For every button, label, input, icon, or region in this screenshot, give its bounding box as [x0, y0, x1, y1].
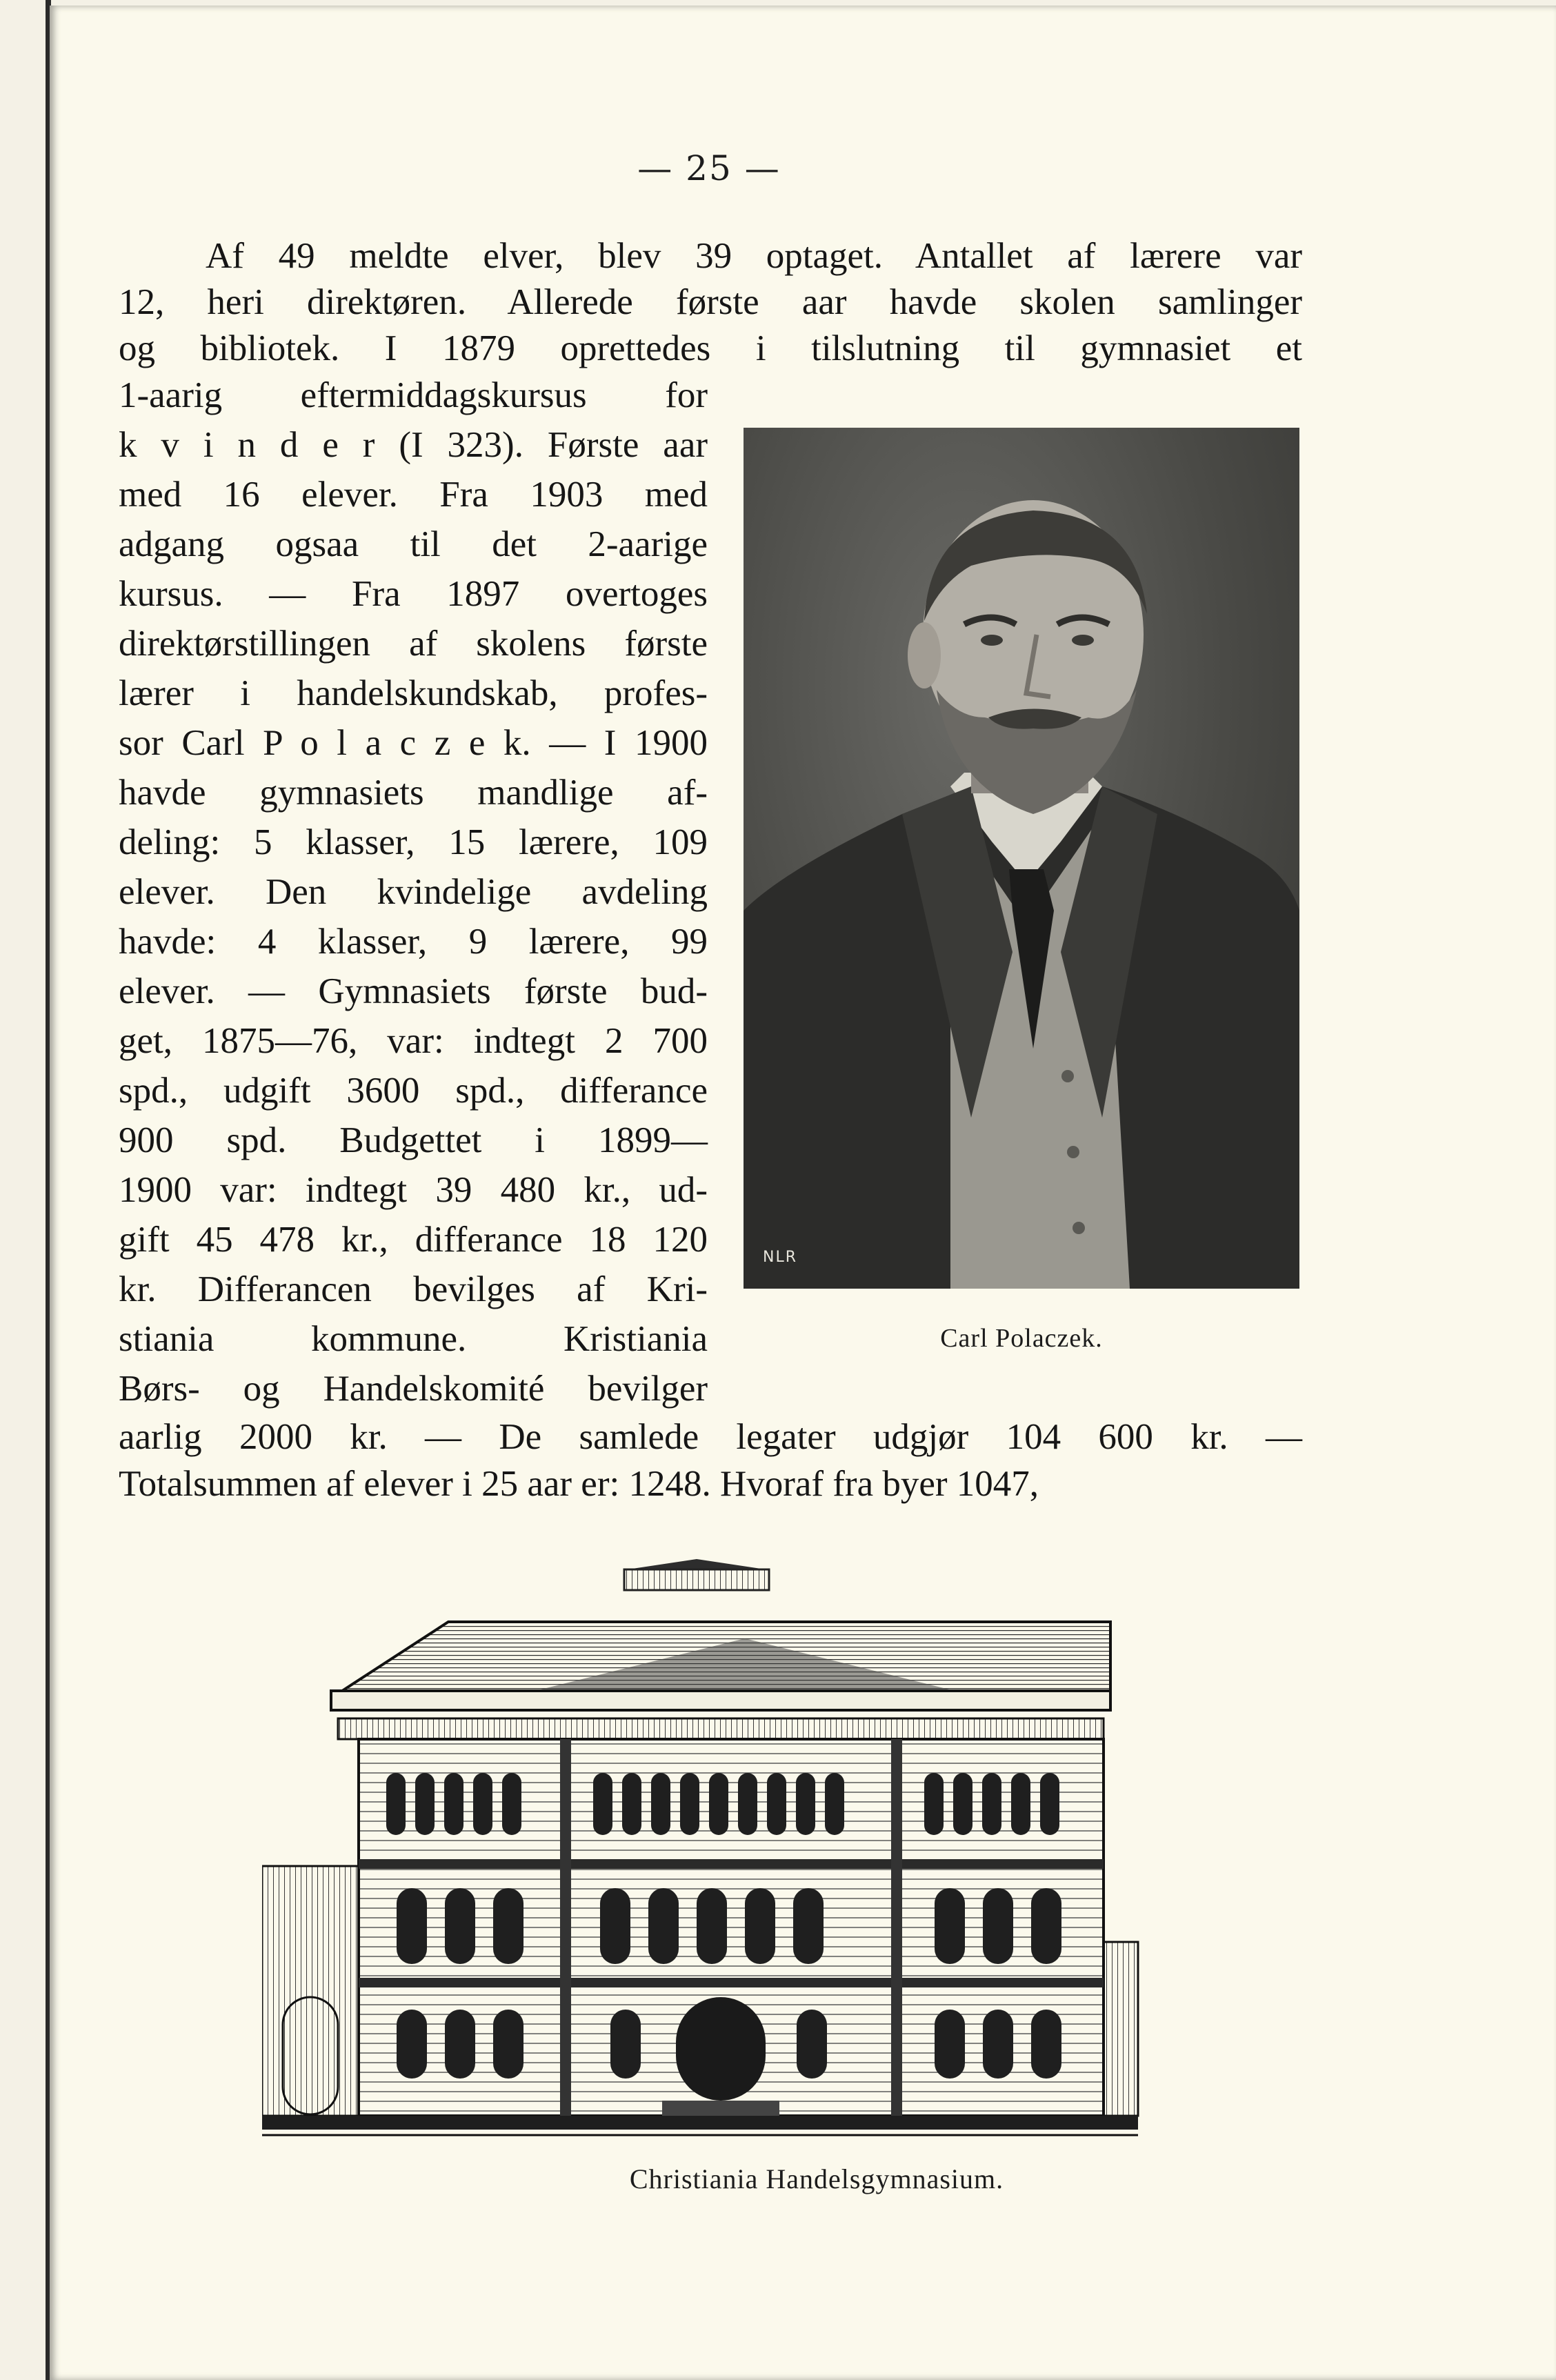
text-line: Af 49 meldte elver, blev 39 optaget. Antallet af lærere var [206, 236, 1302, 276]
text-line: sor Carl P o l a c z e k. — I 1900 [119, 723, 708, 763]
text-line: lærer i handelskundskab, profes- [119, 673, 708, 713]
text-line: havde: 4 klasser, 9 lærere, 99 [119, 922, 708, 962]
building-caption: Christiania Handelsgymnasium. [629, 2163, 1004, 2194]
text-line: deling: 5 klasser, 15 lærere, 109 [119, 822, 708, 862]
text-line: 12, heri direktøren. Allerede første aar havde skolen samlinger [119, 282, 1302, 322]
text-line: aarlig 2000 kr. — De samlede legater udgjør 104 600 kr. — [119, 1417, 1302, 1457]
text-line: adgang ogsaa til det 2-aarige [119, 524, 708, 564]
portrait-photo [744, 428, 1299, 1289]
text-line: kursus. — Fra 1897 overtoges [119, 574, 708, 614]
page-number: — 25 — [637, 148, 781, 188]
text-line: elever. — Gymnasiets første bud- [119, 971, 708, 1011]
text-line: stiania kommune. Kristiania [119, 1319, 708, 1359]
text-line: get, 1875—76, var: indtegt 2 700 [119, 1021, 708, 1061]
text-line: havde gymnasiets mandlige af- [119, 773, 708, 813]
text-line: gift 45 478 kr., differance 18 120 [119, 1220, 708, 1260]
building-illustration [262, 1556, 1152, 2149]
building-engraving [262, 1556, 1152, 2149]
text-line: spd., udgift 3600 spd., differance [119, 1071, 708, 1111]
text-line: 1900 var: indtegt 39 480 kr., ud- [119, 1170, 708, 1210]
text-line: direktørstillingen af skolens første [119, 624, 708, 664]
text-line: Totalsummen af elever i 25 aar er: 1248. Hvoraf fra byer 1047, [119, 1464, 1039, 1504]
text-line: og bibliotek. I 1879 oprettedes i tilslutning til gymnasiet et [119, 328, 1302, 368]
text-line: 900 spd. Budgettet i 1899— [119, 1120, 708, 1160]
text-line: kr. Differancen bevilges af Kri- [119, 1269, 708, 1309]
text-line: 1-aarig eftermiddagskursus for [119, 375, 708, 415]
portrait-caption: Carl Polaczek. [940, 1324, 1103, 1353]
text-line: k v i n d e r (I 323). Første aar [119, 425, 708, 465]
photo-mark: NLR [763, 1249, 797, 1266]
text-line: elever. Den kvindelige avdeling [119, 872, 708, 912]
text-line: Børs- og Handelskomité bevilger [119, 1369, 708, 1409]
text-line: med 16 elever. Fra 1903 med [119, 475, 708, 515]
portrait-illustration [744, 428, 1299, 1289]
